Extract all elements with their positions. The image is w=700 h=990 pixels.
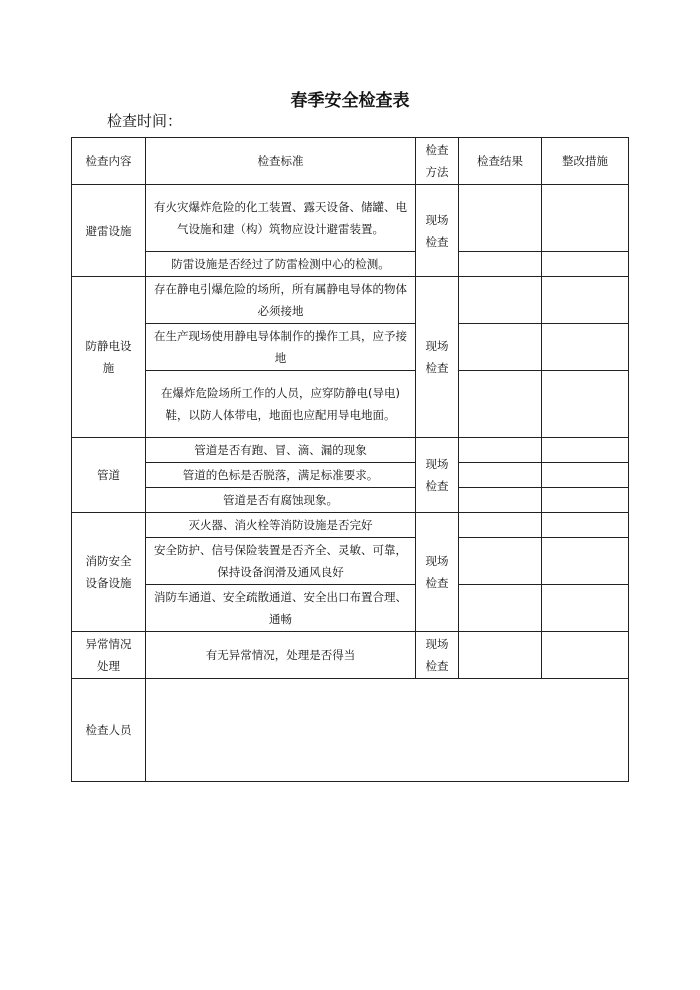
result-cell[interactable] <box>459 513 542 538</box>
rectification-cell[interactable] <box>542 513 629 538</box>
result-cell[interactable] <box>459 185 542 252</box>
inspection-time-label: 检查时间： <box>107 112 183 130</box>
standard-cell: 有无异常情况，处理是否得当 <box>146 632 416 679</box>
rectification-cell[interactable] <box>542 632 629 679</box>
section-content-lightning: 避雷设施 <box>72 185 146 277</box>
table-row <box>72 252 629 277</box>
standard-cell: 有火灾爆炸危险的化工装置、露天设备、储罐、电气设施和建（构）筑物应设计避雷装置。 <box>146 185 416 252</box>
standard-cell: 消防车通道、安全疏散通道、安全出口布置合理、通畅 <box>146 585 416 632</box>
section-method: 现场 检查 <box>416 438 459 513</box>
standard-cell: 灭火器、消火栓等消防设施是否完好 <box>146 513 416 538</box>
rectification-cell[interactable] <box>542 488 629 513</box>
result-cell[interactable] <box>459 585 542 632</box>
result-cell[interactable] <box>459 324 542 371</box>
section-method: 现场 检查 <box>416 513 459 632</box>
section-content-fire: 消防安全设备设施 <box>72 513 146 632</box>
result-cell[interactable] <box>459 438 542 463</box>
inspection-table <box>71 137 629 782</box>
table-row <box>72 463 629 488</box>
result-cell[interactable] <box>459 371 542 438</box>
inspector-signature-cell[interactable] <box>146 679 629 782</box>
header-result: 检查结果 <box>459 138 542 185</box>
result-cell[interactable] <box>459 277 542 324</box>
rectification-cell[interactable] <box>542 585 629 632</box>
section-method: 现场 检查 <box>416 632 459 679</box>
table-row <box>72 632 629 679</box>
rectification-cell[interactable] <box>542 324 629 371</box>
table-row <box>72 185 629 252</box>
section-method: 现场 检查 <box>416 185 459 277</box>
standard-cell: 存在静电引爆危险的场所，所有属静电导体的物体必须接地 <box>146 277 416 324</box>
rectification-cell[interactable] <box>542 185 629 252</box>
inspector-label: 检查人员 <box>72 679 146 782</box>
rectification-cell[interactable] <box>542 371 629 438</box>
result-cell[interactable] <box>459 488 542 513</box>
rectification-cell[interactable] <box>542 277 629 324</box>
standard-cell: 在爆炸危险场所工作的人员，应穿防静电(导电)鞋，以防人体带电，地面也应配用导电地面。 <box>146 371 416 438</box>
result-cell[interactable] <box>459 252 542 277</box>
rectification-cell[interactable] <box>542 538 629 585</box>
header-rectification: 整改措施 <box>542 138 629 185</box>
result-cell[interactable] <box>459 463 542 488</box>
table-header-row <box>72 138 629 185</box>
table-row <box>72 277 629 324</box>
table-row <box>72 513 629 538</box>
section-content-abnormal: 异常情况处理 <box>72 632 146 679</box>
table-row <box>72 679 629 782</box>
section-method: 现场 检查 <box>416 277 459 438</box>
table-row <box>72 488 629 513</box>
result-cell[interactable] <box>459 632 542 679</box>
table-row <box>72 371 629 438</box>
rectification-cell[interactable] <box>542 252 629 277</box>
rectification-cell[interactable] <box>542 438 629 463</box>
standard-cell: 管道是否有跑、冒、滴、漏的现象 <box>146 438 416 463</box>
section-content-pipeline: 管道 <box>72 438 146 513</box>
standard-cell: 管道的色标是否脱落，满足标准要求。 <box>146 463 416 488</box>
header-content: 检查内容 <box>72 138 146 185</box>
table-row <box>72 324 629 371</box>
rectification-cell[interactable] <box>542 463 629 488</box>
standard-cell: 防雷设施是否经过了防雷检测中心的检测。 <box>146 252 416 277</box>
standard-cell: 管道是否有腐蚀现象。 <box>146 488 416 513</box>
page-title: 春季安全检查表 <box>290 91 410 111</box>
section-content-antistatic: 防静电设施 <box>72 277 146 438</box>
result-cell[interactable] <box>459 538 542 585</box>
standard-cell: 在生产现场使用静电导体制作的操作工具，应予接地 <box>146 324 416 371</box>
table-row <box>72 585 629 632</box>
header-method: 检查 方法 <box>416 138 459 185</box>
header-standard: 检查标准 <box>146 138 416 185</box>
table-row <box>72 438 629 463</box>
standard-cell: 安全防护、信号保险装置是否齐全、灵敏、可靠，保持设备润滑及通风良好 <box>146 538 416 585</box>
table-row <box>72 538 629 585</box>
